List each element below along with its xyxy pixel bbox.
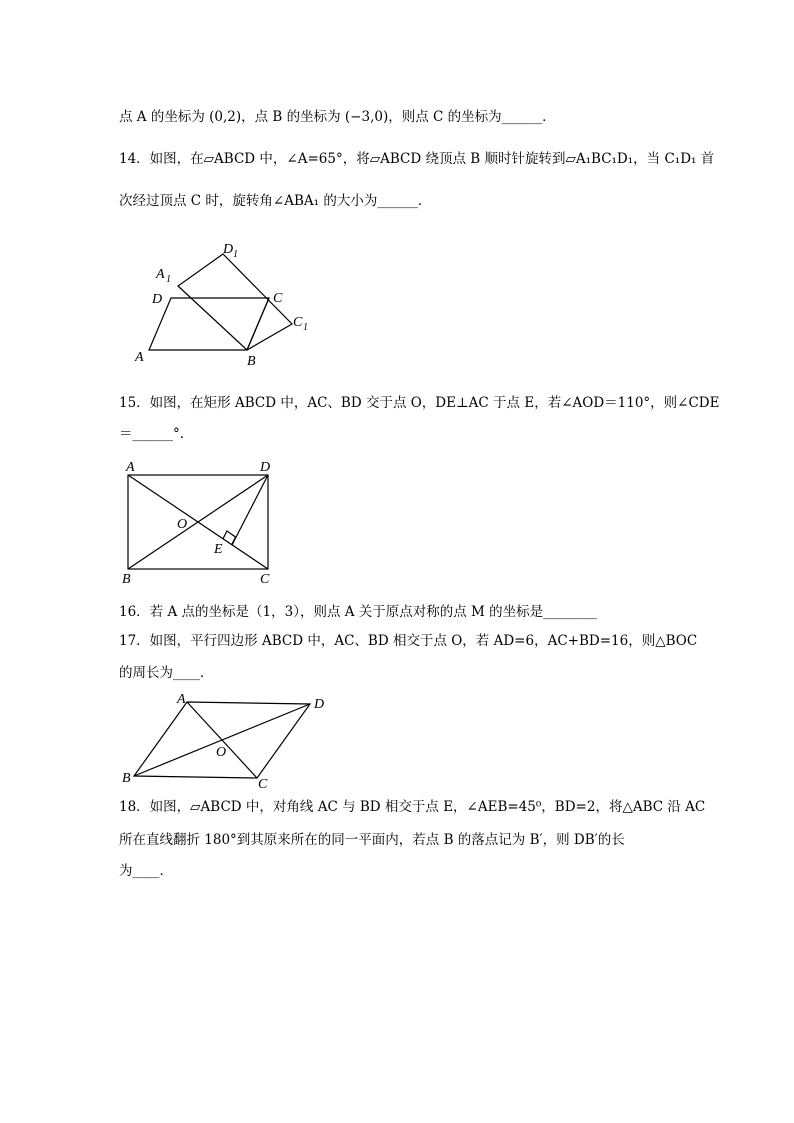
label-a: A xyxy=(177,692,186,707)
q18-text-line3: 为____． xyxy=(119,863,173,879)
q15-text-line2: ＝______°． xyxy=(119,426,194,442)
label-a1: A xyxy=(156,267,165,282)
figure-14-rotated-parallelogram xyxy=(130,236,320,372)
q18-text-line1: 18．如图，▱ABCD 中，对角线 AC 与 BD 相交于点 E，∠AEB=45⁰，BD=2，将△ABC 沿 AC xyxy=(119,799,706,815)
label-a: A xyxy=(126,460,135,475)
label-e: E xyxy=(214,542,223,557)
q14-text-line1: 14．如图，在▱ABCD 中，∠A=65°，将▱ABCD 绕顶点 B 顺时针旋转到▱A₁BC₁D₁，当 C₁D₁ 首 xyxy=(119,151,715,167)
segment-bc xyxy=(247,298,269,350)
label-b: B xyxy=(122,771,131,786)
q14-text-line2: 次经过顶点 C 时，旋转角∠ABA₁ 的大小为______． xyxy=(119,193,432,209)
label-c: C xyxy=(258,777,268,792)
label-c1: C xyxy=(293,315,303,330)
label-a1-subscript: 1 xyxy=(166,274,171,285)
q13-tail-text: 点 A 的坐标为 (0,2)，点 B 的坐标为 (−3,0)，则点 C 的坐标为______． xyxy=(119,109,556,125)
q15-text-line1: 15．如图，在矩形 ABCD 中，AC、BD 交于点 O，DE⊥AC 于点 E，若∠AOD＝110°，则∠CDE xyxy=(119,395,720,411)
q17-text-line1: 17．如图，平行四边形 ABCD 中，AC、BD 相交于点 O，若 AD=6，AC+BD=16，则△BOC xyxy=(119,633,698,649)
label-d1-subscript: 1 xyxy=(233,249,238,260)
label-d: D xyxy=(152,292,163,307)
parallelogram-abcd xyxy=(149,298,269,350)
label-d1: D xyxy=(223,242,234,257)
label-b: B xyxy=(247,354,256,369)
figure-15-rectangle xyxy=(118,456,283,588)
q18-text-line2: 所在直线翻折 180°到其原来所在的同一平面内，若点 B 的落点记为 B′，则 DB′的长 xyxy=(119,832,625,848)
segment-de xyxy=(232,475,268,545)
label-d: D xyxy=(314,697,325,712)
figure-17-parallelogram xyxy=(118,690,333,792)
label-d: D xyxy=(260,460,271,475)
label-o: O xyxy=(216,745,227,760)
label-c: C xyxy=(260,572,270,587)
label-c: C xyxy=(273,291,283,306)
q17-text-line2: 的周长为____． xyxy=(119,665,214,681)
label-a: A xyxy=(135,350,144,365)
label-b: B xyxy=(122,572,131,587)
label-o: O xyxy=(177,517,188,532)
label-c1-subscript: 1 xyxy=(303,322,308,333)
q16-text: 16．若 A 点的坐标是（1，3），则点 A 关于原点对称的点 M 的坐标是________ xyxy=(119,604,598,620)
